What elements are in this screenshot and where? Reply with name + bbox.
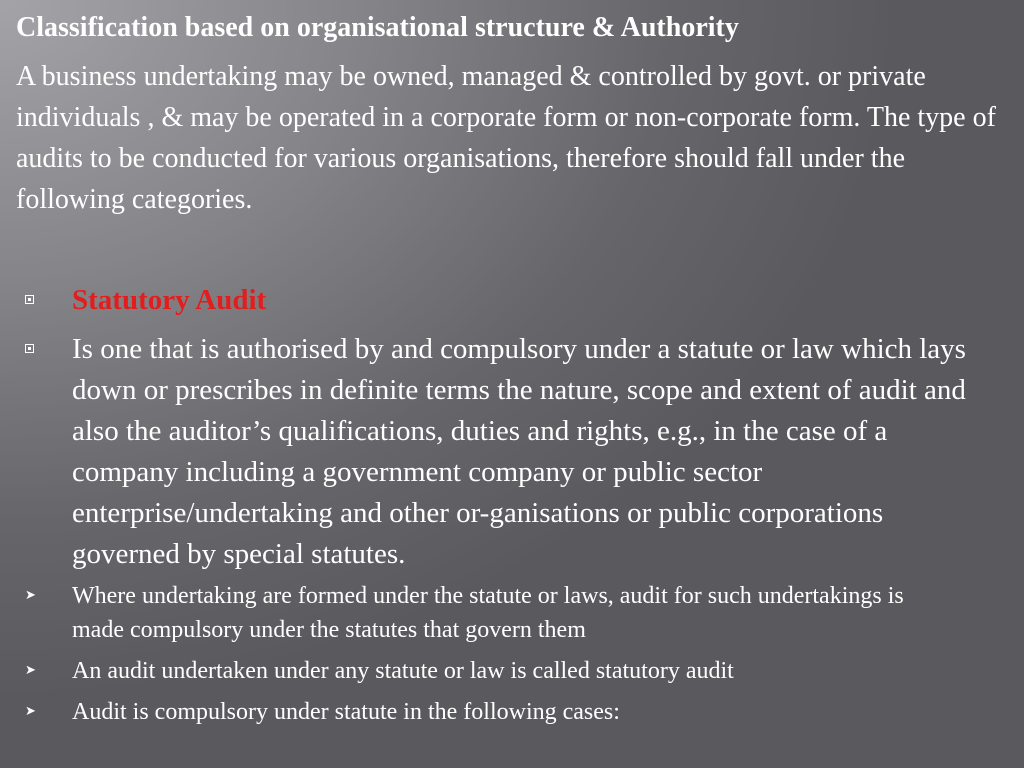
bullet-text: An audit undertaken under any statute or law is called statutory audit [72,658,734,684]
slide-heading: Classification based on organisational structure & Authority [16,12,739,43]
arrow-bullet-icon: ➤ [25,704,36,719]
bullet-text: Is one that is authorised by and compulsory under a statute or law which lays down or prescribes in definite terms the nature, scope and extent of audit and also the auditor’s qualifications, duties and rights, e.g., in the case of a company including a government company or public sector enterprise/undertaking and other or-ganisations or public corporations governed by special statutes. [72,333,966,570]
arrow-bullet-icon: ➤ [25,663,36,678]
square-bullet-icon [25,344,34,353]
bullet-text: Audit is compulsory under statute in the following cases: [72,699,620,725]
bullet-text: Where undertaking are formed under the statute or laws, audit for such undertakings is made compulsory under the statutes that govern them [72,583,904,643]
bullet-title: Statutory Audit [72,284,267,316]
arrow-bullet-icon: ➤ [25,588,36,603]
intro-paragraph: A business undertaking may be owned, managed & controlled by govt. or private individuals , & may be operated in a corporate form or non-corporate form. The type of audits to be conducted for various organisations, therefore should fall under the following categories. [16,61,996,215]
square-bullet-icon [25,295,34,304]
